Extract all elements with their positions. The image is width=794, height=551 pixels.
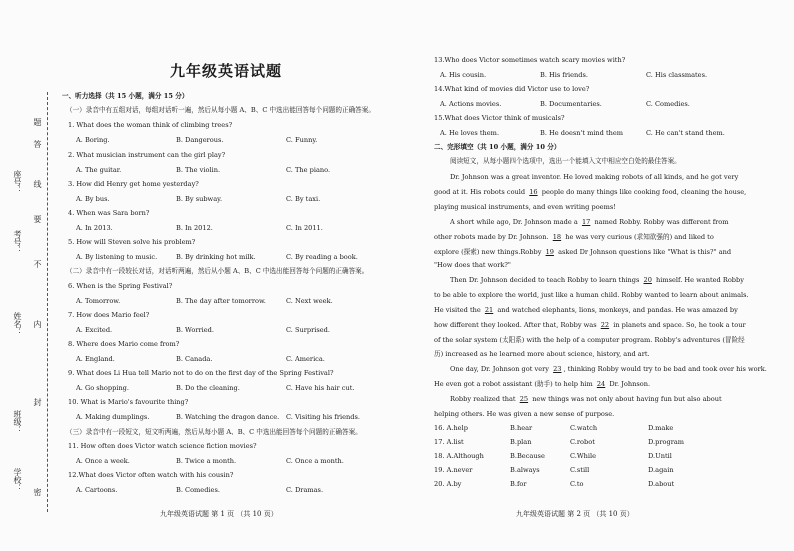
passage-text: people do many things like cooking food, cleaning the house,	[541, 188, 747, 196]
question-13: 13.Who does Victor sometimes watch scary movies with?	[434, 56, 626, 64]
cloze-option: B.hear	[510, 424, 533, 432]
binding-dashed-line	[47, 92, 48, 512]
q11-option-c: C. Once a month.	[286, 457, 344, 465]
question-12: 12.What does Victor often watch with his cousin?	[68, 471, 234, 479]
q8-option-b: B. Canada.	[176, 355, 213, 363]
passage-text: he was very curious (求知欲强的) and liked to	[565, 233, 714, 241]
q15-option-a: A. He loves them.	[440, 129, 500, 137]
q3-option-a: A. By bus.	[76, 195, 110, 203]
req-char: 要	[33, 215, 42, 223]
cloze-option: C.watch	[570, 424, 598, 432]
passage-line	[450, 365, 767, 373]
cloze-option: D.Until	[648, 452, 672, 460]
passage-line	[450, 395, 722, 403]
q5-option-c: C. By reading a book.	[286, 253, 358, 261]
cloze-option: 16. A.help	[434, 424, 468, 432]
q4-option-a: A. In 2013.	[76, 224, 113, 232]
right-page-footer: 九年级英语试题 第 2 页 （共 10 页）	[516, 510, 634, 518]
question-9: 9. What does Li Hua tell Mario not to do on the first day of the Spring Festival?	[68, 369, 334, 377]
q3-option-c: C. By taxi.	[286, 195, 321, 203]
question-5: 5. How will Steven solve his problem?	[68, 238, 196, 246]
question-15: 15.What does Victor think of musicals?	[434, 114, 565, 122]
cloze-option: D.make	[648, 424, 674, 432]
passage-text: and watched elephants, lions, monkeys, and pandas. He was amazed by	[497, 306, 738, 314]
cloze-option: C.While	[570, 452, 597, 460]
passage-text: A short while ago, Dr. Johnson made a	[450, 218, 578, 226]
q15-option-b: B. He doesn't mind them	[540, 129, 624, 137]
cloze-option: 18. A.Although	[434, 452, 484, 460]
passage-line: Dr. Johnson was a great inventor. He loved making robots of all kinds, and he got very	[450, 173, 739, 181]
question-14: 14.What kind of movies did Victor use to love?	[434, 85, 590, 93]
passage-text: Then Dr. Johnson decided to teach Robby to learn things	[450, 276, 640, 284]
blank-16: 16	[529, 188, 538, 196]
cloze-option: C.still	[570, 466, 590, 474]
q14-option-b: B. Documentaries.	[540, 100, 602, 108]
passage-text: himself. He wanted Robby	[656, 276, 744, 284]
q11-option-b: B. Twice a month.	[176, 457, 237, 465]
passage-line	[434, 380, 650, 388]
passage-text: new things was not only about having fun but also about	[532, 395, 722, 403]
blank-17: 17	[581, 218, 591, 226]
blank-18: 18	[552, 233, 562, 241]
cloze-option: C.to	[570, 480, 584, 488]
cloze-option: B.for	[510, 480, 527, 488]
passage-line: "How does that work?"	[434, 261, 511, 269]
seat-label: 座号：	[13, 170, 22, 194]
q6-option-b: B. The day after tomorrow.	[176, 297, 266, 305]
q8-option-a: A. England.	[76, 355, 115, 363]
q2-option-b: B. The violin.	[176, 166, 221, 174]
seal-char: 密	[33, 488, 42, 496]
cloze-instructions: 阅读短文，从每小题四个选项中，选出一个能填入文中相应空白处的最佳答案。	[450, 157, 681, 165]
passage-line	[434, 248, 731, 256]
q13-option-a: A. His cousin.	[440, 71, 487, 79]
passage-line	[434, 321, 746, 329]
question-3: 3. How did Henry get home yesterday?	[68, 180, 199, 188]
passage-text: asked Dr Johnson questions like "What is this?" and	[558, 248, 732, 256]
passage-line	[434, 306, 738, 314]
q7-option-a: A. Excited.	[76, 326, 113, 334]
q3-option-b: B. By subway.	[176, 195, 223, 203]
cloze-option: 19. A.never	[434, 466, 473, 474]
q2-option-a: A. The guitar.	[76, 166, 122, 174]
passage-text: named Robby. Robby was different from	[594, 218, 729, 226]
blank-25: 25	[519, 395, 529, 403]
q1-option-c: C. Funny.	[286, 136, 318, 144]
section-cloze-heading: 二、完形填空（共 10 小题，满分 10 分）	[434, 143, 561, 151]
question-7: 7. How does Mario feel?	[68, 311, 150, 319]
q6-option-c: C. Next week.	[286, 297, 333, 305]
q14-option-a: A. Actions movies.	[440, 100, 502, 108]
passage-text: Robby realized that	[450, 395, 516, 403]
cloze-option: D.about	[648, 480, 675, 488]
cloze-option: C.robot	[570, 438, 595, 446]
class-label: 班级：	[13, 410, 22, 434]
q11-option-a: A. Once a week.	[76, 457, 130, 465]
passage-text: explore (探索) new things.Robby	[434, 248, 542, 256]
q2-option-c: C. The piano.	[286, 166, 331, 174]
q7-option-c: C. Surprised.	[286, 326, 331, 334]
cloze-option: 20. A.by	[434, 480, 462, 488]
question-10: 10. What is Mario's favourite thing?	[68, 398, 189, 406]
passage-line: 历) increased as he learned more about science, history, and art.	[434, 350, 650, 358]
q13-option-b: B. His friends.	[540, 71, 588, 79]
name-label: 姓名：	[13, 312, 22, 336]
passage-line: playing musical instruments, and even writing poems!	[434, 203, 616, 211]
blank-24: 24	[596, 380, 606, 388]
ti-char: 题	[33, 118, 42, 126]
answer-char: 答	[33, 140, 42, 148]
question-11: 11. How often does Victor watch science fiction movies?	[68, 442, 257, 450]
passage-line	[434, 188, 746, 196]
q15-option-c: C. He can't stand them.	[646, 129, 725, 137]
q8-option-c: C. America.	[286, 355, 325, 363]
school-label: 学校：	[13, 468, 22, 492]
passage-text: He even got a robot assistant (助手) to help him	[434, 380, 593, 388]
question-4: 4. When was Sara born?	[68, 209, 150, 217]
cloze-option: B.always	[510, 466, 540, 474]
passage-line	[434, 233, 714, 241]
blank-20: 20	[643, 276, 652, 284]
passage-text: in planets and space. So, he took a tour	[613, 321, 746, 329]
blank-23: 23	[553, 365, 562, 373]
cloze-option: D.program	[648, 438, 685, 446]
q1-option-a: A. Boring.	[76, 136, 110, 144]
q10-option-b: B. Watching the dragon dance.	[176, 413, 280, 421]
passage-line: helping others. He was given a new sense of purpose.	[434, 410, 615, 418]
page-title: 九年级英语试题	[170, 62, 283, 80]
passage-line	[450, 276, 744, 284]
no-char: 不	[33, 260, 42, 268]
q1-option-b: B. Dangerous.	[176, 136, 224, 144]
passage-line	[450, 218, 729, 226]
question-8: 8. Where does Mario come from?	[68, 340, 180, 348]
question-2: 2. What musician instrument can the girl play?	[68, 151, 226, 159]
q9-option-b: B. Do the cleaning.	[176, 384, 240, 392]
part2-instructions: （二）录音中有一段较长对话，对话听两遍，然后从小题 A、B、C 中选出能回答每个问题的正确答案。	[66, 267, 369, 275]
q10-option-c: C. Visiting his friends.	[286, 413, 360, 421]
q10-option-a: A. Making dumplings.	[76, 413, 150, 421]
q9-option-c: C. Have his hair cut.	[286, 384, 355, 392]
q12-option-a: A. Cartoons.	[76, 486, 118, 494]
cloze-option: 17. A.list	[434, 438, 464, 446]
binding-margin	[8, 80, 48, 520]
seal-char-2: 封	[33, 398, 42, 406]
q6-option-a: A. Tomorrow.	[76, 297, 121, 305]
passage-text: , thinking Robby would try to be bad and took over his work.	[563, 365, 767, 373]
question-1: 1. What does the woman think of climbing trees?	[68, 121, 233, 129]
exam-number-label: 考号：	[13, 230, 22, 254]
passage-text: Dr. Johnson.	[609, 380, 651, 388]
question-6: 6. When is the Spring Festival?	[68, 282, 173, 290]
passage-text: other robots made by Dr. Johnson.	[434, 233, 549, 241]
q14-option-c: C. Comedies.	[646, 100, 690, 108]
q12-option-b: B. Comedies.	[176, 486, 220, 494]
q5-option-a: A. By listening to music.	[76, 253, 158, 261]
part3-instructions: （三）录音中有一段短文，短文听两遍，然后从每小题 A、B、C 中选出能回答每个问题的正确答案。	[66, 428, 362, 436]
q4-option-c: C. In 2011.	[286, 224, 323, 232]
q12-option-c: C. Dramas.	[286, 486, 324, 494]
cloze-option: B.Because	[510, 452, 545, 460]
blank-19: 19	[545, 248, 554, 256]
q5-option-b: B. By drinking hot milk.	[176, 253, 256, 261]
section-listening-heading: 一、听力选择（共 15 小题，满分 15 分）	[62, 92, 189, 100]
left-page-footer: 九年级英语试题 第 1 页 （共 10 页）	[160, 510, 278, 518]
passage-line: of the solar system (太阳系) with the help of a computer program. Robby's adventures (冒险经	[434, 336, 745, 344]
passage-text: One day, Dr. Johnson got very	[450, 365, 549, 373]
blank-21: 21	[484, 306, 494, 314]
passage-text: He visited the	[434, 306, 481, 314]
passage-text: good at it. His robots could	[434, 188, 526, 196]
passage-line: to be able to explore the world, just like a human child. Robby wanted to learn about animals.	[434, 291, 749, 299]
passage-text: how different they looked. After that, Robby was	[434, 321, 597, 329]
q13-option-c: C. His classmates.	[646, 71, 708, 79]
cloze-option: B.plan	[510, 438, 532, 446]
q4-option-b: B. In 2012.	[176, 224, 213, 232]
cloze-option: D.again	[648, 466, 674, 474]
q9-option-a: A. Go shopping.	[76, 384, 130, 392]
line-char: 线	[33, 180, 42, 188]
blank-22: 22	[600, 321, 610, 329]
inner-char: 内	[33, 320, 42, 328]
part1-instructions: （一）录音中有五组对话，每组对话听一遍，然后从每小题 A、B、C 中选出能回答每个问题的正确答案。	[66, 106, 375, 114]
q7-option-b: B. Worried.	[176, 326, 214, 334]
